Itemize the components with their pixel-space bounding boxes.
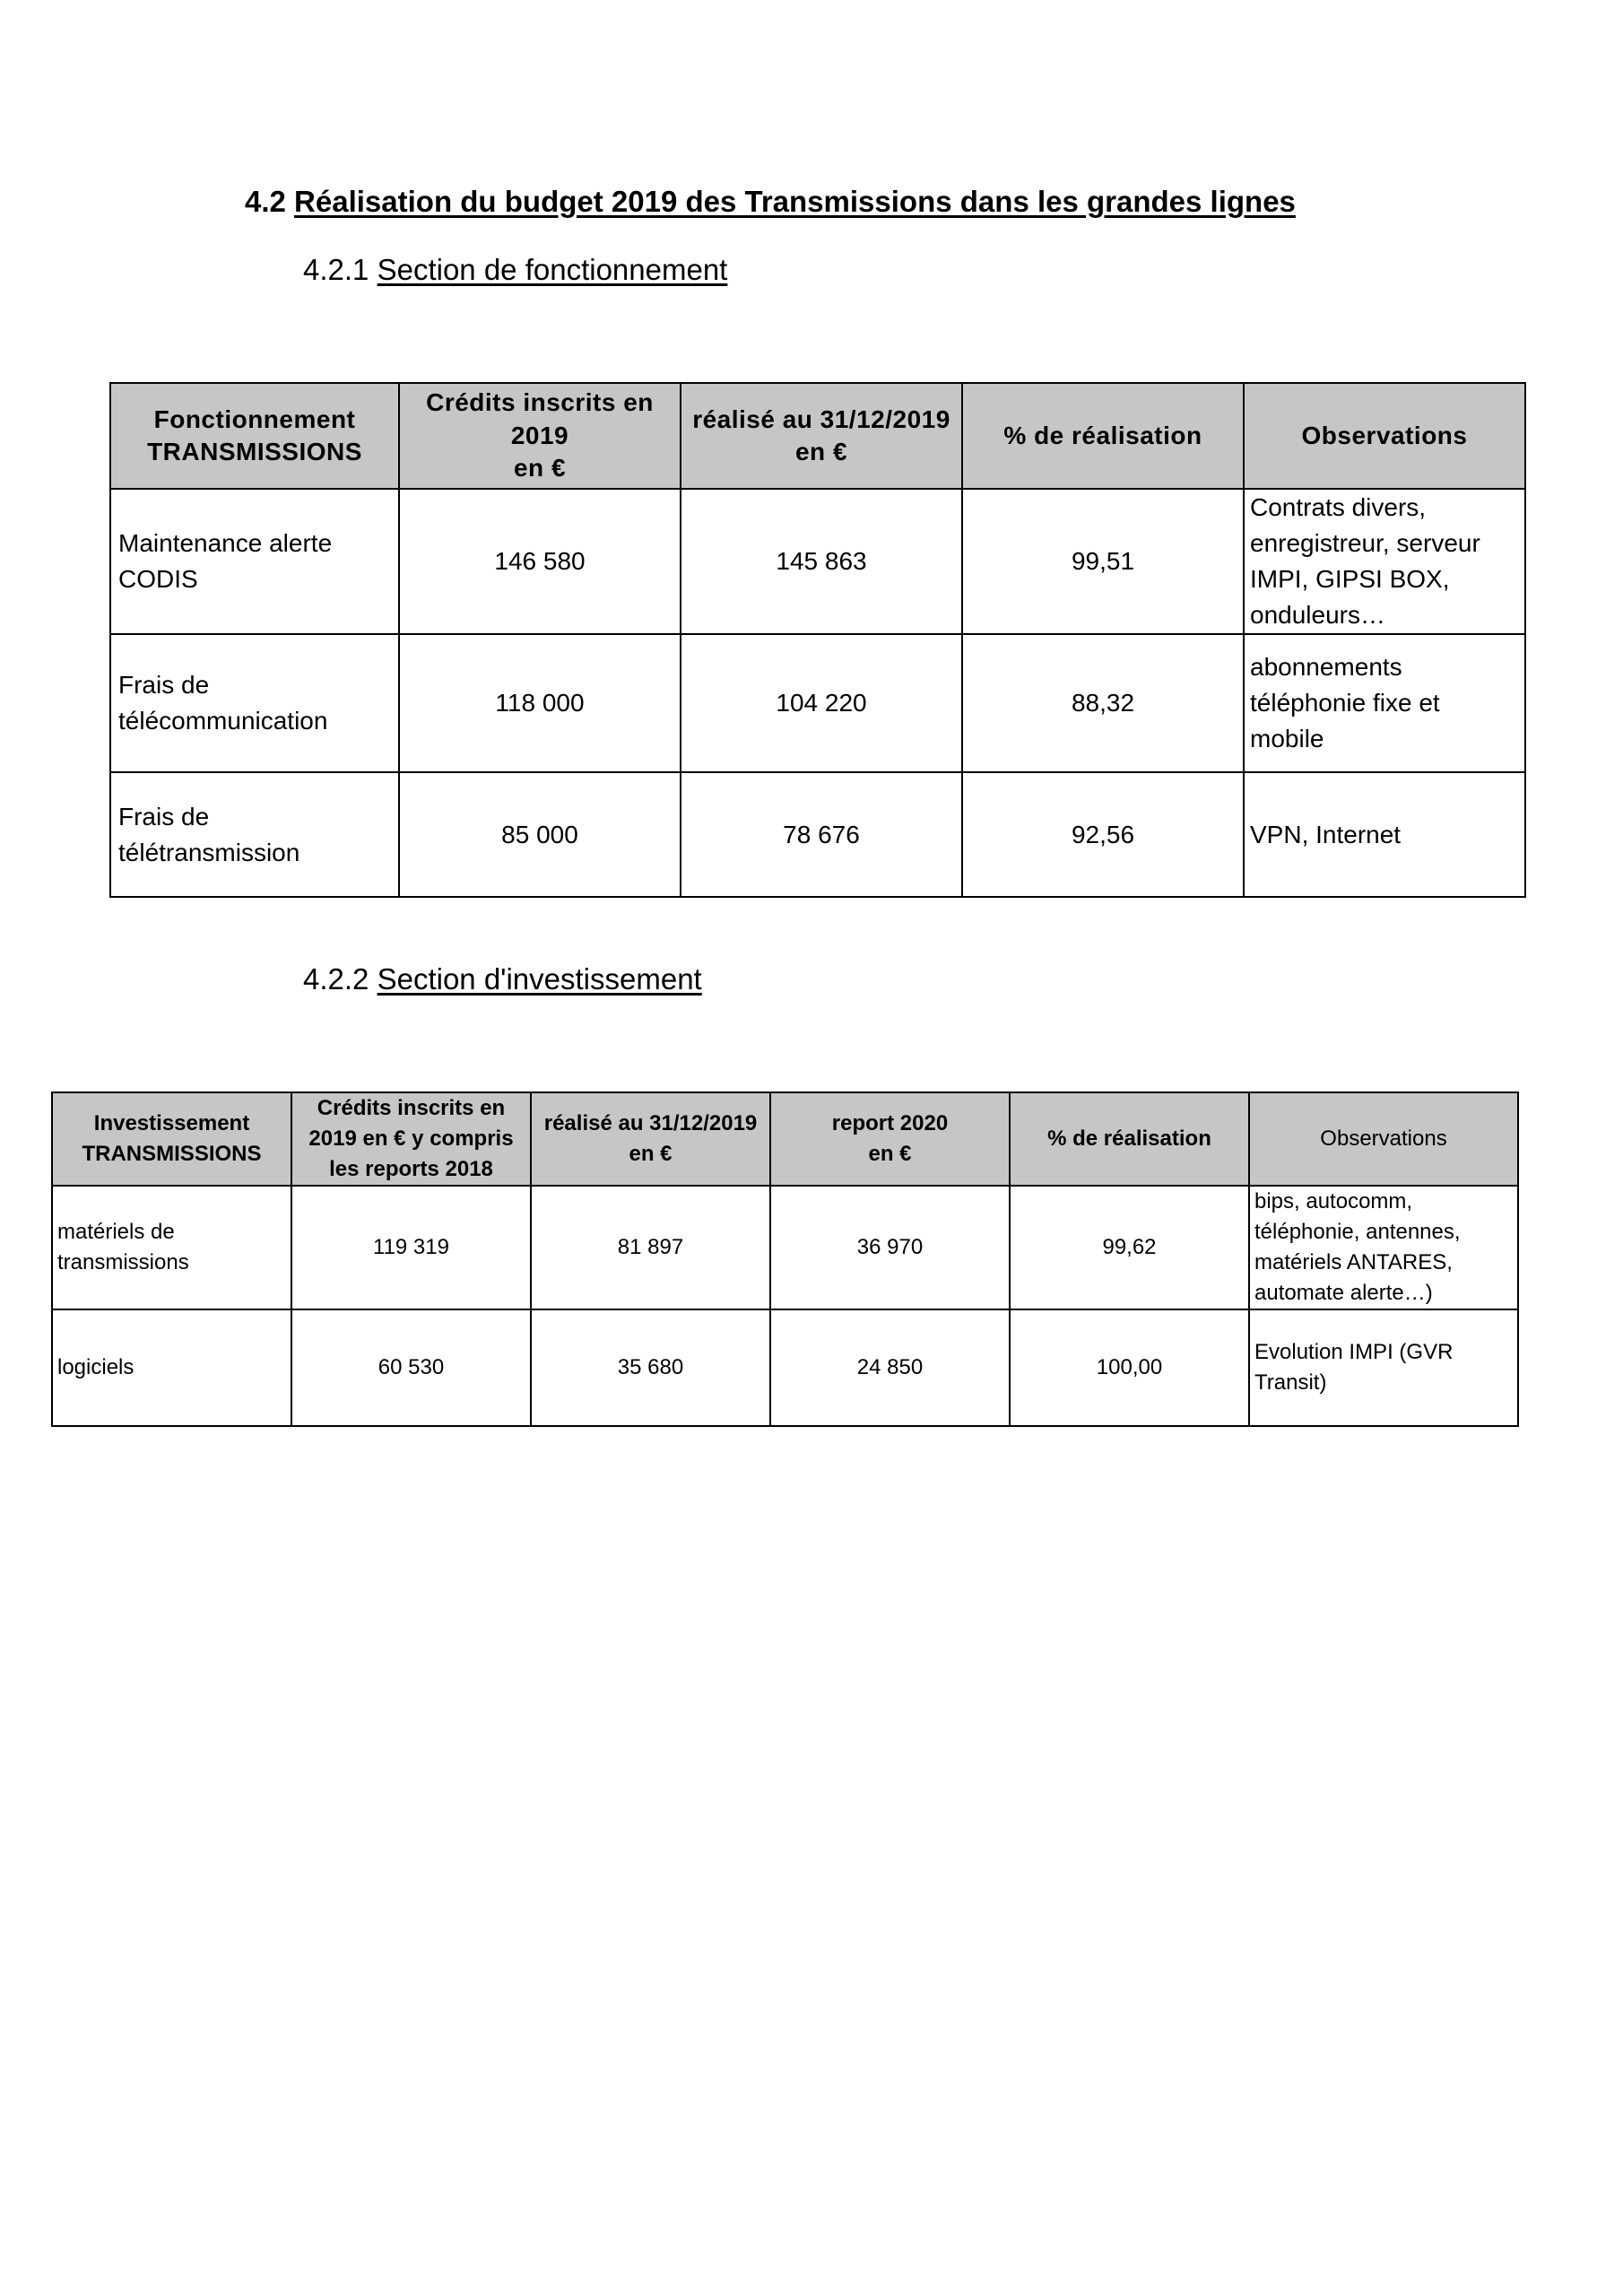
section-heading-investissement <box>303 962 702 996</box>
table-header-row <box>52 1092 1518 1186</box>
observations-cell: VPN, Internet <box>1244 772 1525 897</box>
credits-cell: 146 580 <box>399 489 681 634</box>
header-cell-observations: Observations <box>1244 383 1525 489</box>
main-heading-number: 4.2 <box>245 185 286 218</box>
credits-cell: 119 319 <box>291 1186 531 1309</box>
observations-cell: Contrats divers, enregistreur, serveur IMPI, GIPSI BOX, onduleurs… <box>1244 489 1525 634</box>
header-cell-realise: réalisé au 31/12/2019 en € <box>681 383 962 489</box>
pct-cell: 99,51 <box>962 489 1244 634</box>
header-cell-investissement: Investissement TRANSMISSIONS <box>52 1092 291 1186</box>
table-row <box>110 634 1525 772</box>
pct-cell: 100,00 <box>1010 1309 1249 1426</box>
observations-cell: Evolution IMPI (GVR Transit) <box>1249 1309 1518 1426</box>
row-label: Frais de télétransmission <box>110 772 399 897</box>
pct-cell: 88,32 <box>962 634 1244 772</box>
main-heading <box>245 185 1296 219</box>
observations-cell: abonnements téléphonie fixe et mobile <box>1244 634 1525 772</box>
report-cell: 36 970 <box>770 1186 1010 1309</box>
header-cell-pct: % de réalisation <box>1010 1092 1249 1186</box>
observations-cell: bips, autocomm, téléphonie, antennes, matériels ANTARES, automate alerte…) <box>1249 1186 1518 1309</box>
credits-cell: 85 000 <box>399 772 681 897</box>
credits-cell: 118 000 <box>399 634 681 772</box>
table-row <box>110 489 1525 634</box>
header-cell-credits: Crédits inscrits en 2019 en € y compris les reports 2018 <box>291 1092 531 1186</box>
table-fonctionnement <box>109 382 1526 898</box>
realise-cell: 81 897 <box>531 1186 770 1309</box>
header-cell-credits: Crédits inscrits en 2019 en € <box>399 383 681 489</box>
row-label: logiciels <box>52 1309 291 1426</box>
credits-cell: 60 530 <box>291 1309 531 1426</box>
row-label: Maintenance alerte CODIS <box>110 489 399 634</box>
row-label: matériels de transmissions <box>52 1186 291 1309</box>
pct-cell: 99,62 <box>1010 1186 1249 1309</box>
table-row <box>52 1309 1518 1426</box>
section-title: Section de fonctionnement <box>377 253 728 286</box>
report-cell: 24 850 <box>770 1309 1010 1426</box>
header-cell-realise: réalisé au 31/12/2019 en € <box>531 1092 770 1186</box>
realise-cell: 104 220 <box>681 634 962 772</box>
realise-cell: 145 863 <box>681 489 962 634</box>
section-heading-fonctionnement <box>303 253 727 287</box>
table-row <box>110 772 1525 897</box>
realise-cell: 78 676 <box>681 772 962 897</box>
header-cell-pct: % de réalisation <box>962 383 1244 489</box>
pct-cell: 92,56 <box>962 772 1244 897</box>
section-number: 4.2.1 <box>303 253 369 286</box>
realise-cell: 35 680 <box>531 1309 770 1426</box>
main-heading-title: Réalisation du budget 2019 des Transmissions dans les grandes lignes <box>294 185 1296 218</box>
table-investissement <box>51 1091 1519 1427</box>
section-number: 4.2.2 <box>303 962 369 996</box>
header-cell-report: report 2020 en € <box>770 1092 1010 1186</box>
row-label: Frais de télécommunication <box>110 634 399 772</box>
table-header-row <box>110 383 1525 489</box>
header-cell-fonctionnement: Fonctionnement TRANSMISSIONS <box>110 383 399 489</box>
header-cell-observations: Observations <box>1249 1092 1518 1186</box>
section-title: Section d'investissement <box>377 962 702 996</box>
table-row <box>52 1186 1518 1309</box>
